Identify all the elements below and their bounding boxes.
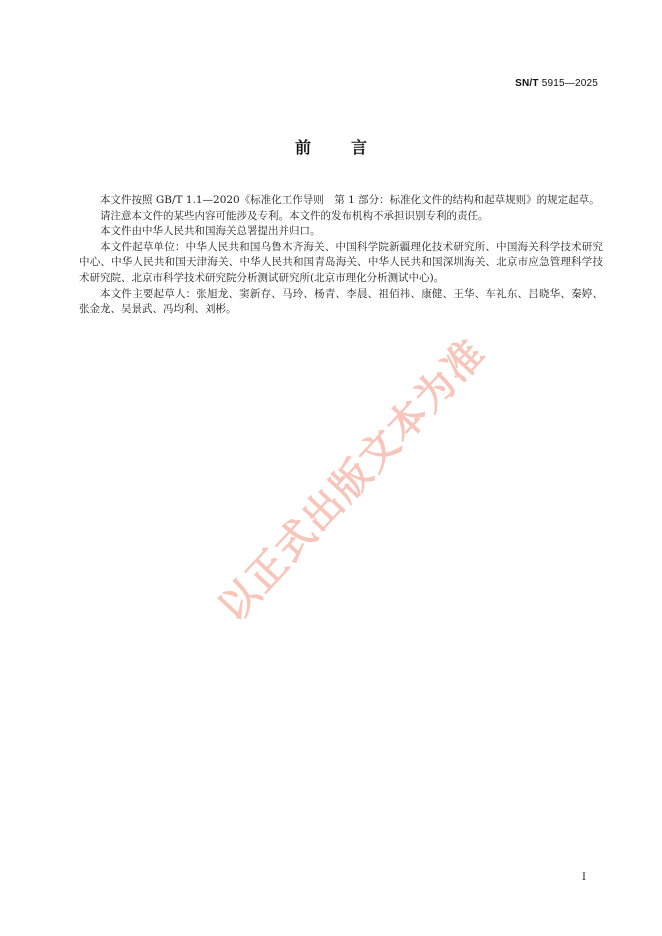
paragraph-proposer: 本文件由中华人民共和国海关总署提出并归口。: [100, 225, 321, 238]
foreword-body: [79, 193, 603, 318]
paragraph-drafting-units: 本文件起草单位：中华人民共和国乌鲁木齐海关、中国科学院新疆理化技术研究所、中国海关科学技术研究中心、中华人民共和国天津海关、中华人民共和国青岛海关、中华人民共和国深圳海关、北京市应急管理科学技术研究院、北京市科学技术研究院分析测试研究所(北京市理化分析测试中心)。: [79, 240, 603, 284]
standard-prefix: SN/T: [515, 78, 539, 89]
watermark: 以正式出版文本为准: [210, 330, 495, 631]
standard-code: [515, 78, 598, 89]
paragraph-drafting-rules: 本文件按照 GB/T 1.1—2020《标准化工作导则 第 1 部分：标准化文件的结构和起草规则》的规定起草。: [100, 194, 600, 206]
paragraph-patent-notice: 请注意本文件的某些内容可能涉及专利。本文件的发布机构不承担识别专利的责任。: [100, 209, 489, 222]
page-number: I: [582, 872, 586, 883]
paragraph-drafters: 本文件主要起草人：张旭龙、窦新存、马玲、杨青、李晨、祖佰祎、康健、王华、车礼东、吕晓华、秦婷、张金龙、吴景武、冯均利、刘彬。: [79, 287, 603, 316]
page-title: 前言: [294, 138, 407, 157]
standard-number: 5915—2025: [538, 78, 598, 89]
